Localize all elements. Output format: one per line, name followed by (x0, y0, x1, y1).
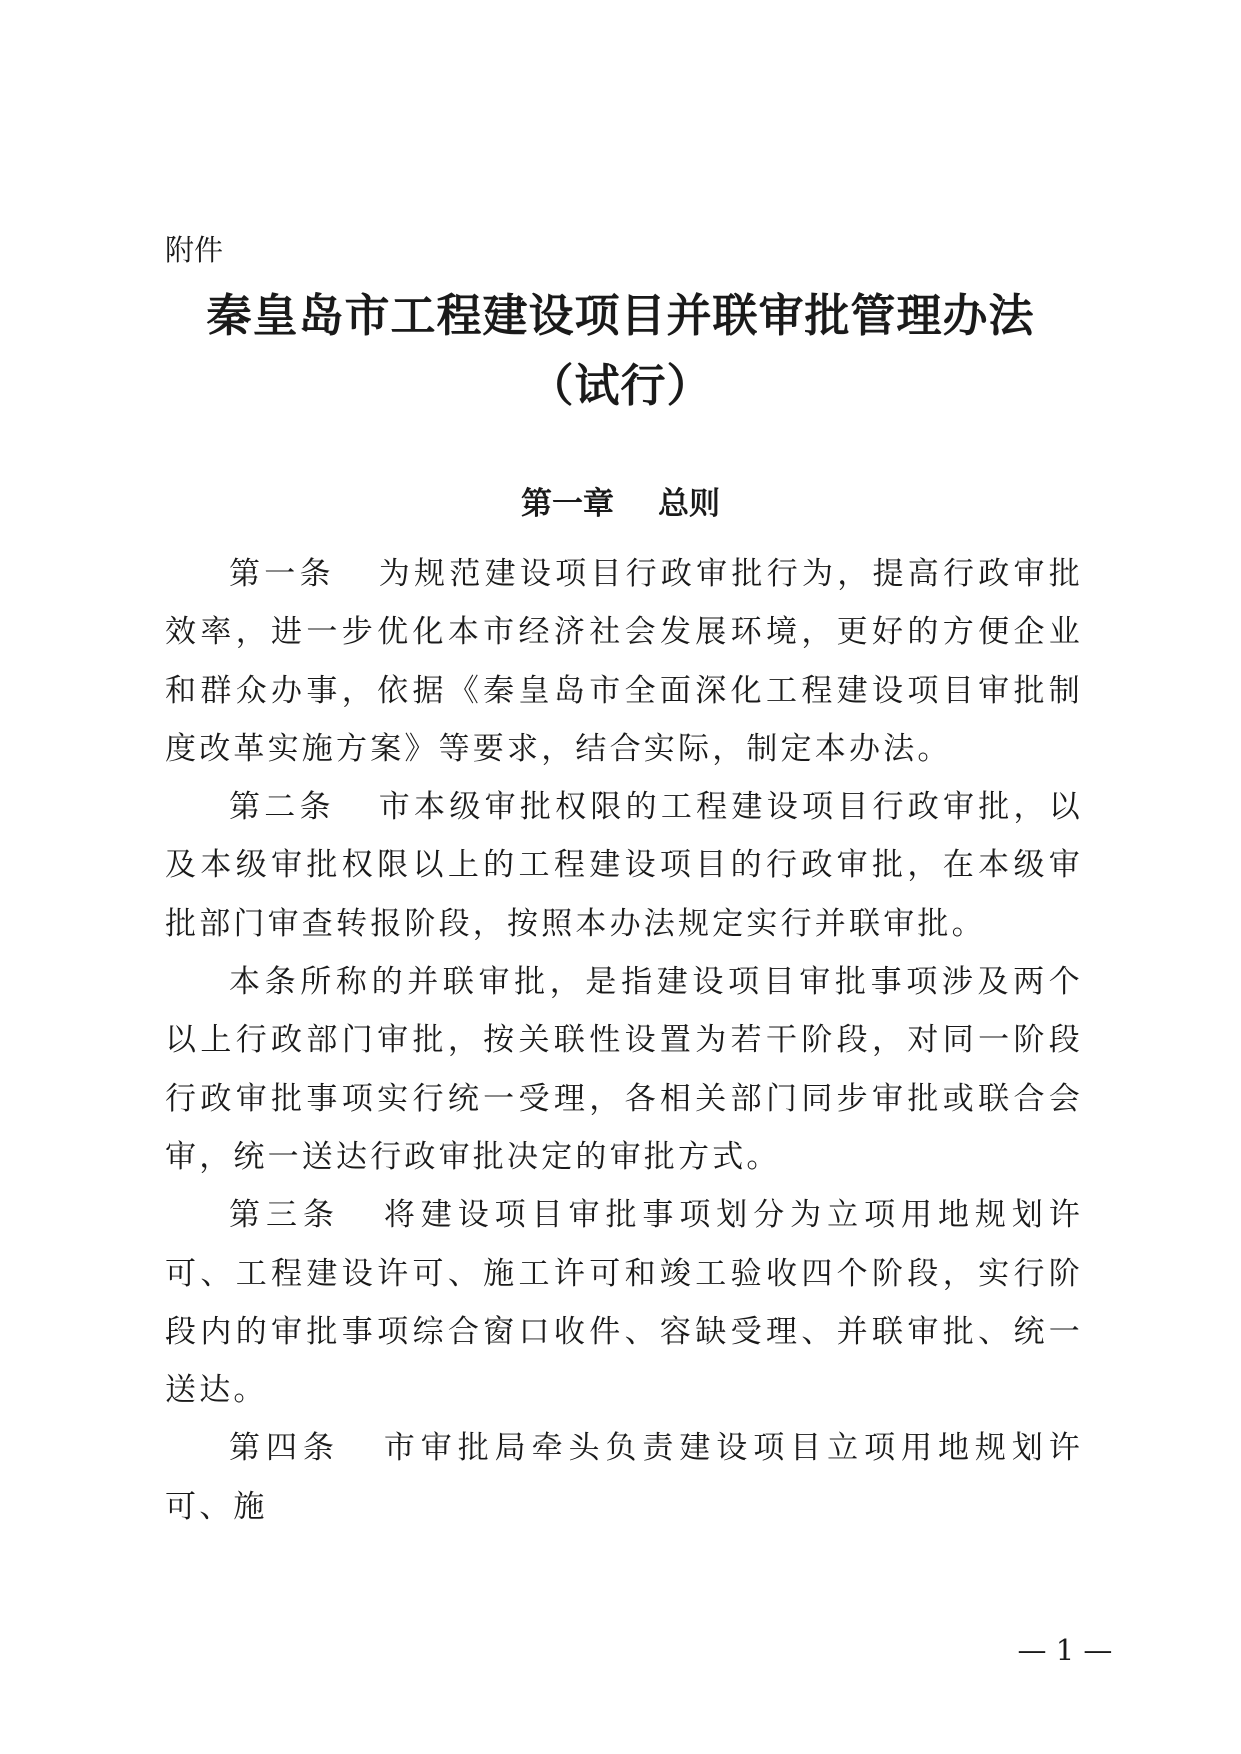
article-text: 为规范建设项目行政审批行为，提高行政审批效率，进一步优化本市经济社会发展环境，更好的方便企业和群众办事，依据《秦皇岛市全面深化工程建设项目审批制度改革实施方案》等要求，结合实际，制定本办法。 (165, 556, 1083, 767)
article-text: 本条所称的并联审批，是指建设项目审批事项涉及两个以上行政部门审批，按关联性设置为若干阶段，对同一阶段行政审批事项实行统一受理，各相关部门同步审批或联合会审，统一送达行政审批决定的审批方式。 (165, 964, 1083, 1175)
document-title: 秦皇岛市工程建设项目并联审批管理办法 (206, 289, 1035, 342)
article-number: 第二条 (229, 789, 335, 826)
article-text: 市本级审批权限的工程建设项目行政审批，以及本级审批权限以上的工程建设项目的行政审批，在本级审批部门审查转报阶段，按照本办法规定实行并联审批。 (165, 789, 1083, 942)
annex-label: 附件 (165, 233, 224, 267)
chapter-number: 第一章 (521, 486, 614, 522)
body-text (165, 545, 1083, 1536)
article-number: 第三条 (229, 1197, 340, 1234)
article-2 (165, 778, 1083, 953)
article-number: 第一条 (229, 556, 335, 592)
chapter-heading (0, 484, 1241, 524)
article-3 (165, 1186, 1083, 1419)
article-2-paragraph-2 (165, 953, 1083, 1186)
article-text: 市审批局牵头负责建设项目立项用地规划许可、施 (165, 1430, 1083, 1525)
article-text: 将建设项目审批事项划分为立项用地规划许可、工程建设许可、施工许可和竣工验收四个阶段，实行阶段内的审批事项综合窗口收件、容缺受理、并联审批、统一送达。 (165, 1197, 1083, 1409)
article-1 (165, 545, 1083, 778)
chapter-name: 总则 (658, 486, 720, 522)
article-number: 第四条 (229, 1430, 340, 1467)
page-number: — 1 — (1017, 1633, 1113, 1667)
document-subtitle: （试行） (528, 359, 713, 412)
article-4 (165, 1419, 1083, 1536)
